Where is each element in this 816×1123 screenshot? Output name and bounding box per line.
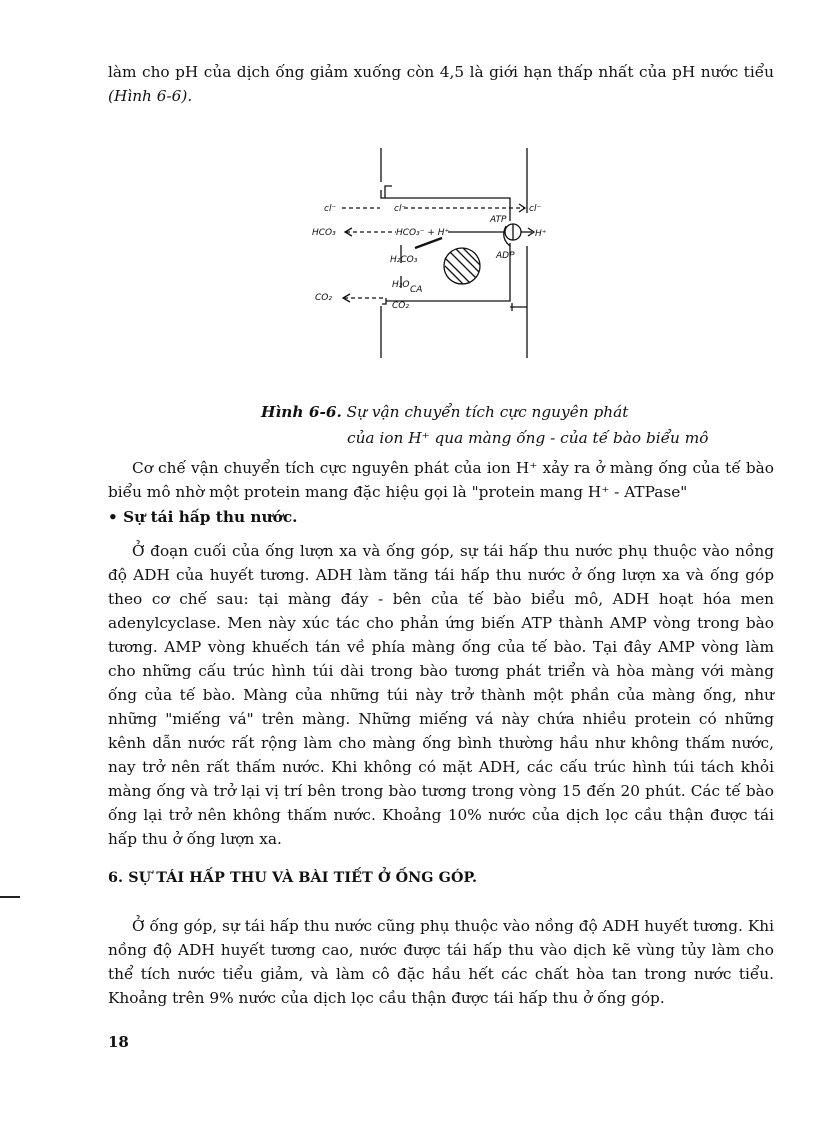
cl-mid-label: cl⁻ [394, 204, 407, 214]
nucleus [444, 248, 480, 284]
co2-left-label: CO₂ [315, 293, 332, 303]
hco3-left-label: HCO₃ [312, 228, 336, 238]
figure-6-6 [300, 148, 547, 358]
h-bold-arrow [415, 238, 442, 248]
membrane-transport-diagram [300, 148, 547, 358]
h2co3-label: H₂CO₃ [390, 255, 418, 265]
cell-corner-bottom [382, 298, 386, 304]
page-number: 18 [108, 1033, 129, 1051]
subheading-water-reabsorption: • Sự tái hấp thu nước. [108, 508, 298, 526]
atp-adp-arrow [504, 226, 510, 246]
caption-line-2: của ion H⁺ qua màng ống - của tế bào biểu mô [347, 429, 709, 447]
h2o-label: H₂O [392, 280, 410, 290]
figure-reference: (Hình 6-6). [108, 87, 193, 105]
hco3-mid-label: HCO₃⁻ + H⁺ [396, 228, 450, 238]
atp-label: ATP [490, 215, 507, 225]
cl-left-label: cl⁻ [324, 204, 337, 214]
caption-label: Hình 6-6. [261, 403, 342, 421]
intro-paragraph: làm cho pH của dịch ống giảm xuống còn 4,5 là giới hạn thấp nhất của pH nước tiểu (Hình 6-6). [108, 63, 774, 105]
cl-right-label: cl⁻ [529, 204, 542, 214]
co2-mid-label: CO₂ [392, 301, 409, 311]
adp-label: ADP [496, 251, 515, 261]
nucleus-hatch-4 [445, 266, 463, 284]
margin-mark [0, 896, 20, 898]
caption-line-1: Hình 6-6. Sự vận chuyển tích cực nguyên phát [261, 403, 629, 421]
mechanism-paragraph: Cơ chế vận chuyển tích cực nguyên phát của ion H⁺ xảy ra ở màng ống của tế bào biểu mô nhờ một protein mang đặc hiệu gọi là "protein mang H⁺ - ATPase" [108, 459, 774, 501]
collecting-duct-paragraph: Ở ống góp, sự tái hấp thu nước cũng phụ thuộc vào nồng độ ADH huyết tương. Khi nồng độ ADH huyết tương cao, nước được tái hấp thu vào dịch kẽ vùng tủy làm cho thể tích nước tiểu giảm, và làm cô đặc hầu hết các chất hòa tan trong nước tiểu. Khoảng trên 9% nước của dịch lọc cầu thận được tái hấp thu ở ống góp. [108, 917, 774, 1007]
ca-label: CA [410, 285, 423, 295]
h-right-label: H⁺ [535, 229, 547, 239]
water-reabsorption-paragraph: Ở đoạn cuối của ống lượn xa và ống góp, sự tái hấp thu nước phụ thuộc vào nồng độ ADH của huyết tương. ADH làm tăng tái hấp thu nước ở ống lượn xa và ống góp theo cơ chế sau: tại màng đáy - bên của tế bào biểu mô, ADH hoạt hóa men adenylcyclase. Men này xúc tác cho phản ứng biến ATP thành AMP vòng trong bào tương. AMP vòng khuếch tán về phía màng ống của tế bào. Tại đây AMP vòng làm cho những cấu trúc hình túi dài trong bào tương phát triển và hòa màng với màng ống của tế bào. Màng của những túi này trở thành một phần của màng ống, như những "miếng vá" trên màng. Những miếng vá này chứa nhiều protein có những kênh dẫn nước rất rộng làm cho màng ống bình thường hầu như không thấm nước, nay trở nên rất thấm nước. Khi không có mặt ADH, các cấu trúc hình túi tách khỏi màng ống và trở lại vị trí bên trong bào tương trong vòng 15 đến 20 phút. Các tế bào ống lại trở nên không thấm nước. Khoảng 10% nước của dịch lọc cầu thận được tái hấp thu ở ống lượn xa. [108, 542, 774, 848]
section-heading: 6. SỰ TÁI HẤP THU VÀ BÀI TIẾT Ở ỐNG GÓP. [108, 870, 478, 886]
cell-corner-top [385, 186, 392, 198]
